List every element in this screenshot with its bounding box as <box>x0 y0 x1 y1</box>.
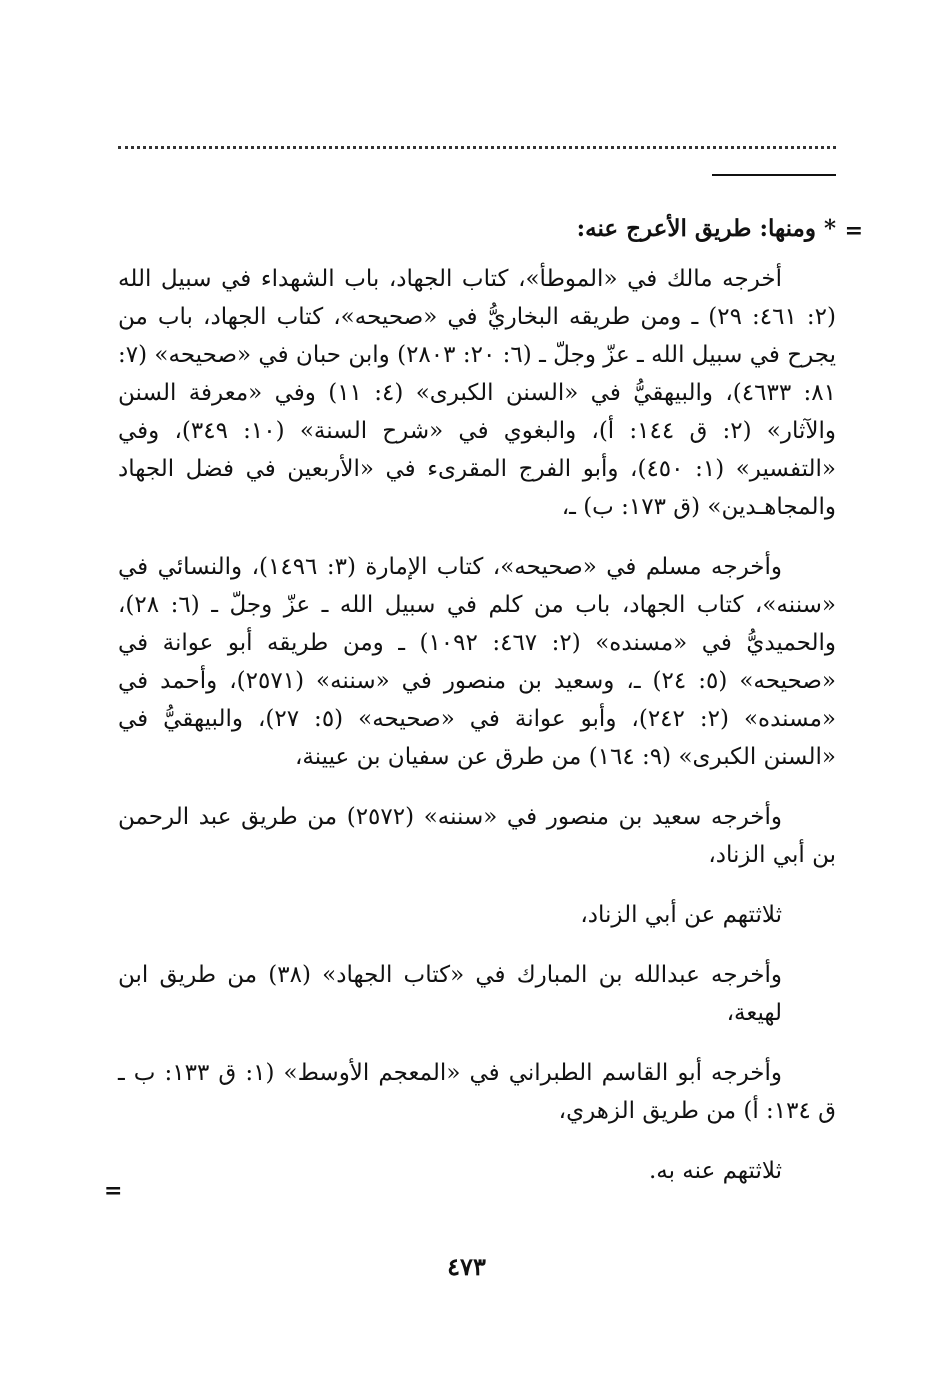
section-heading: * ومنها: طريق الأعرج عنه: <box>576 215 836 242</box>
paragraph: وأخرجه مسلم في «صحيحه»، كتاب الإمارة (٣: ١٤٩٦)، والنسائي في «سننه»، كتاب الجهاد، باب من كلم في سبيل الله ـ عزّ وجلّ ـ (٦: ٢٨)، والحميديُّ في «مسنده» (٢: ٤٦٧: ١٠٩٢) ـ ومن طريقه أبو عوانة في «صحيحه» (٥: ٢٤) ـ، وسعيد بن منصور في «سننه» (٢٥٧١)، وأحمد في «مسنده» (٢: ٢٤٢)، وأبو عوانة في «صحيحه» (٥: ٢٧)، والبيهقيُّ في «السنن الكبرى» (٩: ١٦٤) من طرق عن سفيان بن عيينة، <box>118 554 837 770</box>
end-continuation-mark: = <box>104 1178 123 1204</box>
paragraph: وأخرجه سعيد بن منصور في «سننه» (٢٥٧٢) من طريق عبد الرحمن بن أبي الزناد، <box>118 804 836 868</box>
footnote-body <box>118 210 836 1190</box>
closing-line: ثلاثتهم عنه به. <box>648 1158 782 1184</box>
narrator-summary-line: ثلاثتهم عن أبي الزناد، <box>580 902 782 928</box>
paragraph: أخرجه مالك في «الموطأ»، كتاب الجهاد، باب الشهداء في سبيل الله (٢: ٤٦١: ٢٩) ـ ومن طريقه البخاريُّ في «صحيحه»، كتاب الجهاد، باب من يجرح في سبيل الله ـ عزّ وجلّ ـ (٦: ٢٠: ٢٨٠٣) وابن حبان في «صحيحه» (٧: ٨١: ٤٦٣٣)، والبيهقيُّ في «السنن الكبرى» (٤: ١١) وفي «معرفة السنن والآثار» (٢: ق ١٤٤: أ)، والبغوي في «شرح السنة» (١٠: ٣٤٩)، وفي «التفسير» (١: ٤٥٠)، وأبو الفرج المقرىء في «الأربعين في فضل الجهاد والمجاهـدين» (ق ١٧٣: ب) ـ، <box>118 266 837 520</box>
footnote-dotted-separator <box>118 146 836 149</box>
paragraph: وأخرجه عبدالله بن المبارك في «كتاب الجهاد» (٣٨) من طريق ابن لهيعة، <box>118 962 782 1026</box>
paragraph: وأخرجه أبو القاسم الطبراني في «المعجم الأوسط» (١: ق ١٣٣: ب ـ ق ١٣٤: أ) من طريق الزهري، <box>118 1060 836 1124</box>
footnote-rule <box>712 174 836 176</box>
page-number: ٤٧٣ <box>447 1252 486 1281</box>
continuation-mark: = <box>844 218 863 244</box>
